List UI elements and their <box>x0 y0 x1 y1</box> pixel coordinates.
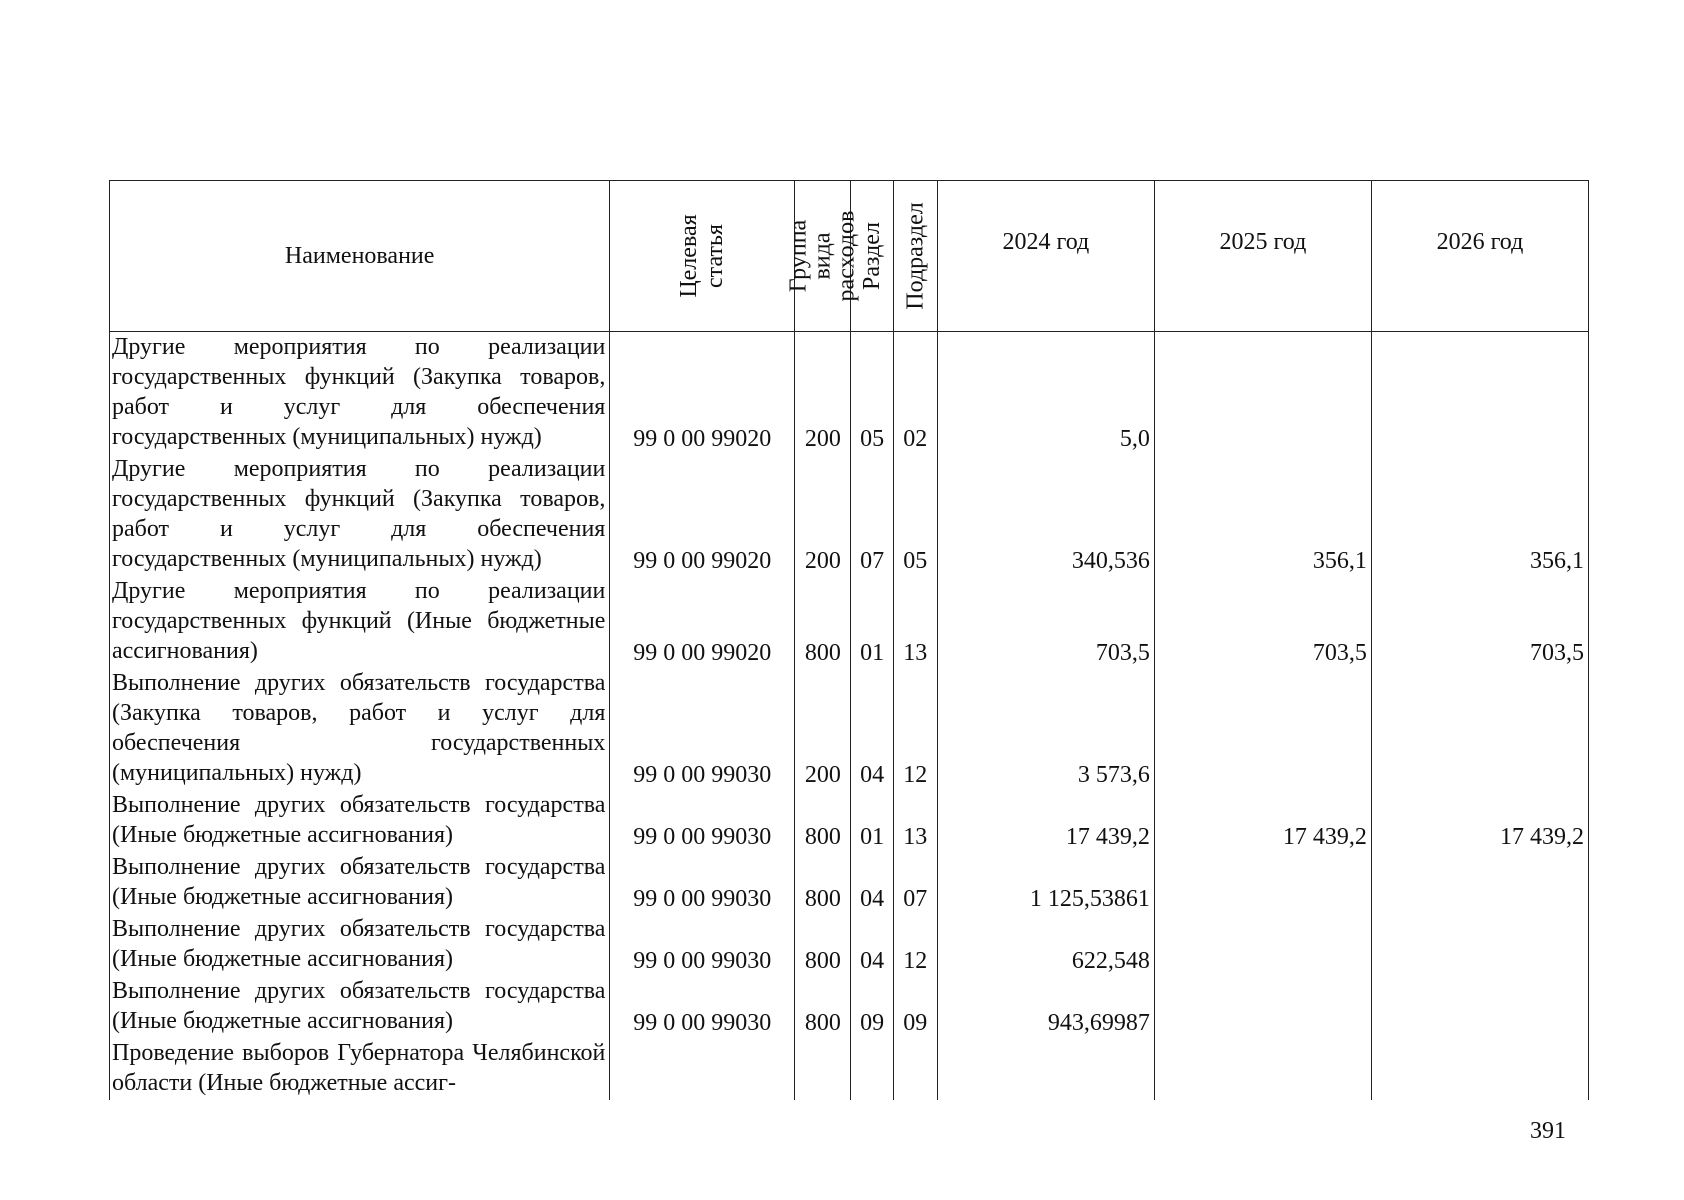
header-subsection-label: Подраздел <box>902 202 929 310</box>
table-row <box>110 852 1589 914</box>
row-target: 99 0 00 99030 <box>610 914 795 976</box>
row-2025 <box>1154 852 1371 914</box>
row-subsection: 13 <box>893 576 937 668</box>
row-section: 04 <box>851 852 893 914</box>
row-2025: 703,5 <box>1154 576 1371 668</box>
row-2024: 17 439,2 <box>937 790 1154 852</box>
header-subsection <box>893 181 937 332</box>
row-name: Другие мероприятия по реализации государственных функций (Закупка товаров, работ и услуг для обеспечения государственных (муниципальных) нужд) <box>110 454 610 576</box>
row-section: 01 <box>851 790 893 852</box>
row-section: 01 <box>851 576 893 668</box>
row-group: 200 <box>795 454 851 576</box>
table-row <box>110 454 1589 576</box>
row-2025: 356,1 <box>1154 454 1371 576</box>
header-target-label: Целевая статья <box>676 214 729 298</box>
table-header-row <box>110 181 1589 332</box>
row-name: Выполнение других обязательств государства (Иные бюджетные ассигнования) <box>110 976 610 1038</box>
row-2026: 703,5 <box>1371 576 1588 668</box>
table-row <box>110 1038 1589 1100</box>
row-2026 <box>1371 976 1588 1038</box>
header-2024 <box>937 181 1154 332</box>
row-2026 <box>1371 668 1588 790</box>
row-2025: 17 439,2 <box>1154 790 1371 852</box>
row-section <box>851 1038 893 1100</box>
page-number: 391 <box>1530 1118 1566 1144</box>
row-2025 <box>1154 668 1371 790</box>
row-2025 <box>1154 914 1371 976</box>
row-name: Выполнение других обязательств государства (Закупка товаров, работ и услуг для обеспечения государственных (муниципальных) нужд) <box>110 668 610 790</box>
row-target: 99 0 00 99030 <box>610 668 795 790</box>
header-2026 <box>1371 181 1588 332</box>
row-group: 800 <box>795 790 851 852</box>
row-subsection <box>893 1038 937 1100</box>
row-2026: 17 439,2 <box>1371 790 1588 852</box>
row-group: 800 <box>795 576 851 668</box>
row-2026: 356,1 <box>1371 454 1588 576</box>
row-subsection: 05 <box>893 454 937 576</box>
row-name: Выполнение других обязательств государства (Иные бюджетные ассигнования) <box>110 790 610 852</box>
row-group: 800 <box>795 852 851 914</box>
row-2024: 5,0 <box>937 332 1154 455</box>
table-row <box>110 790 1589 852</box>
row-2025 <box>1154 976 1371 1038</box>
row-section: 07 <box>851 454 893 576</box>
header-target <box>610 181 795 332</box>
row-2024 <box>937 1038 1154 1100</box>
row-2024: 3 573,6 <box>937 668 1154 790</box>
header-2026-label: 2026 год <box>1436 229 1524 255</box>
row-section: 09 <box>851 976 893 1038</box>
header-expense-group <box>785 181 860 332</box>
row-subsection: 12 <box>893 914 937 976</box>
table-row <box>110 668 1589 790</box>
row-name: Другие мероприятия по реализации государственных функций (Закупка товаров, работ и услуг для обеспечения государственных (муниципальных) нужд) <box>110 332 610 455</box>
row-subsection: 07 <box>893 852 937 914</box>
row-2026 <box>1371 914 1588 976</box>
row-group: 800 <box>795 976 851 1038</box>
row-target: 99 0 00 99030 <box>610 790 795 852</box>
row-2024: 1 125,53861 <box>937 852 1154 914</box>
header-name <box>110 181 610 332</box>
table-row <box>110 914 1589 976</box>
budget-table <box>109 180 1589 1100</box>
header-name-label: Наименование <box>284 243 435 269</box>
row-target: 99 0 00 99020 <box>610 454 795 576</box>
row-group: 800 <box>795 914 851 976</box>
row-target <box>610 1038 795 1100</box>
row-2026 <box>1371 332 1588 455</box>
row-subsection: 13 <box>893 790 937 852</box>
header-2024-label: 2024 год <box>1002 229 1090 255</box>
row-2024: 340,536 <box>937 454 1154 576</box>
table-row <box>110 332 1589 455</box>
row-target: 99 0 00 99030 <box>610 976 795 1038</box>
header-2025 <box>1154 181 1371 332</box>
row-2025 <box>1154 332 1371 455</box>
row-name: Другие мероприятия по реализации государственных функций (Иные бюджетные ассигнования) <box>110 576 610 668</box>
header-2025-label: 2025 год <box>1219 229 1307 255</box>
row-group <box>795 1038 851 1100</box>
row-2026 <box>1371 1038 1588 1100</box>
row-section: 04 <box>851 914 893 976</box>
row-2024: 622,548 <box>937 914 1154 976</box>
row-name: Выполнение других обязательств государства (Иные бюджетные ассигнования) <box>110 852 610 914</box>
row-section: 05 <box>851 332 893 455</box>
header-section-label: Раздел <box>859 222 886 290</box>
row-2024: 943,69987 <box>937 976 1154 1038</box>
row-2024: 703,5 <box>937 576 1154 668</box>
table-row <box>110 976 1589 1038</box>
table-row <box>110 576 1589 668</box>
row-name: Проведение выборов Губернатора Челябинской области (Иные бюджетные ассиг- <box>110 1038 610 1100</box>
row-subsection: 09 <box>893 976 937 1038</box>
row-name: Выполнение других обязательств государства (Иные бюджетные ассигнования) <box>110 914 610 976</box>
row-2025 <box>1154 1038 1371 1100</box>
row-subsection: 02 <box>893 332 937 455</box>
row-section: 04 <box>851 668 893 790</box>
row-2026 <box>1371 852 1588 914</box>
row-target: 99 0 00 99020 <box>610 576 795 668</box>
row-target: 99 0 00 99030 <box>610 852 795 914</box>
row-subsection: 12 <box>893 668 937 790</box>
header-expense-group-label: Группа вида расходов <box>785 210 860 302</box>
row-group: 200 <box>795 668 851 790</box>
row-target: 99 0 00 99020 <box>610 332 795 455</box>
row-group: 200 <box>795 332 851 455</box>
